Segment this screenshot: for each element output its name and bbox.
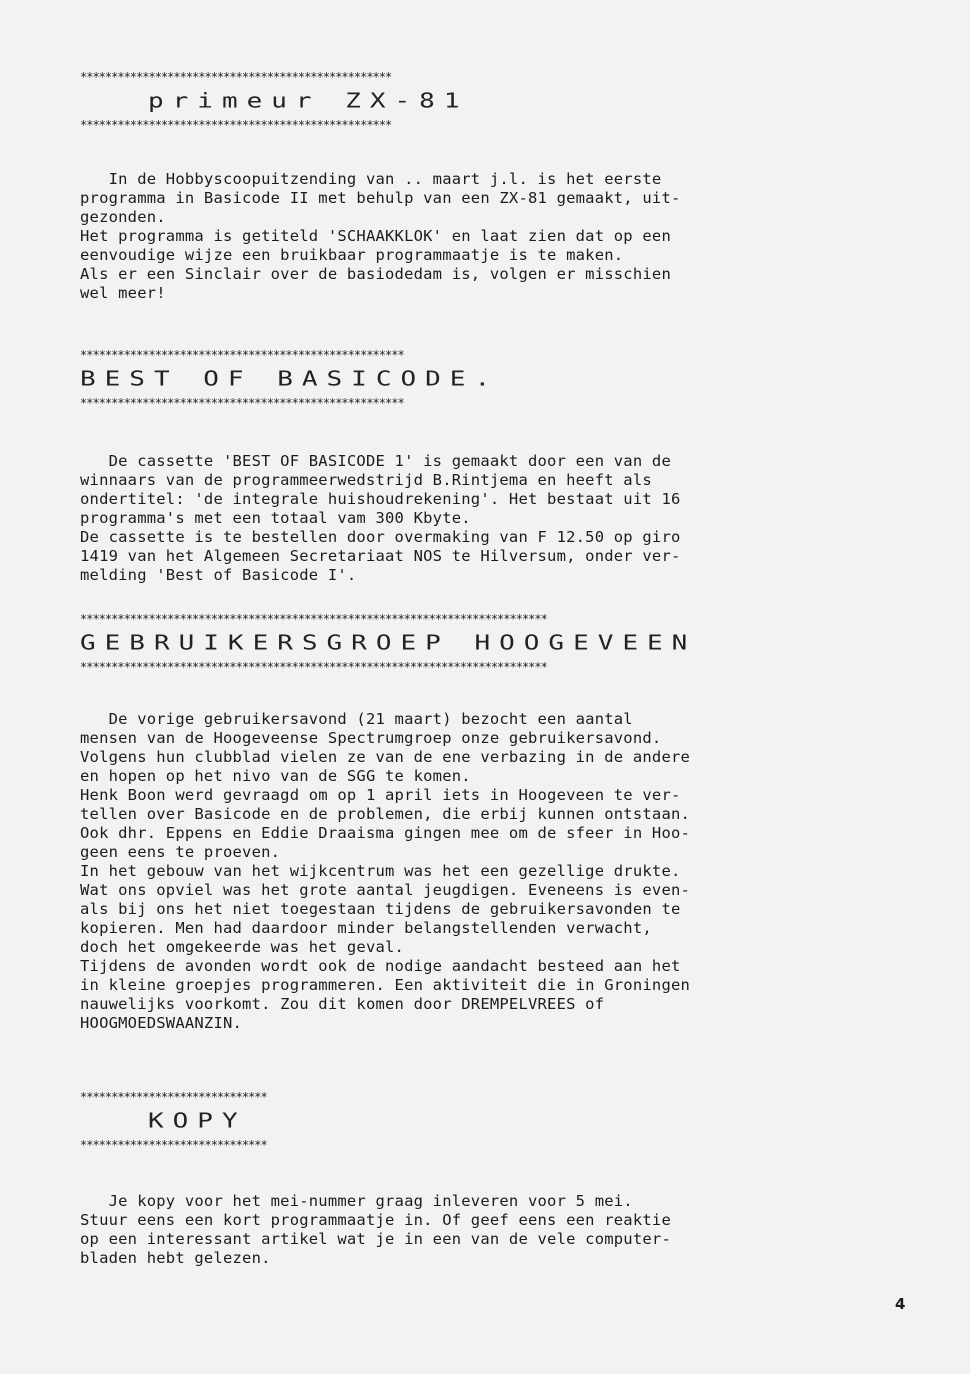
section-gebruikersgroep-hoogeveen [80,612,840,1033]
paragraph-line: doch het omgekeerde was het geval. [80,938,405,956]
paragraph-line: Henk Boon werd gevraagd om op 1 april iets in Hoogeveen te ver- [80,786,681,804]
paragraph-line: De cassette 'BEST OF BASICODE 1' is gemaakt door een van de [80,452,671,470]
paragraph-line: bladen hebt gelezen. [80,1249,271,1267]
paragraph-line: in kleine groepjes programmeren. Een aktiviteit die in Groningen [80,976,691,994]
section-heading: primeur ZX-81 [148,89,469,113]
paragraph-line: 1419 van het Algemeen Secretariaat NOS te Hilversum, onder ver- [80,547,681,565]
paragraph-line: Volgens hun clubblad vielen ze van de ene verbazing in de andere [80,748,691,766]
paragraph-line: Wat ons opviel was het grote aantal jeugdigen. Eveneens is even- [80,881,691,899]
paragraph-line: op een interessant artikel wat je in een van de vele computer- [80,1230,671,1248]
paragraph-line: Stuur eens een kort programmaatje in. Of geef eens een reaktie [80,1211,671,1229]
section-kopy [80,1090,840,1268]
section-primeur [80,70,840,303]
paragraph-line: programma's met een totaal vam 300 Kbyte. [80,509,471,527]
section-heading: GEBRUIKERSGROEP HOOGEVEEN [80,631,697,655]
divider-stars-bottom: ************************************************** [80,118,392,132]
paragraph-line: en hopen op het nivo van de SGG te komen. [80,767,471,785]
paragraph-line: winnaars van de programmeerwedstrijd B.Rintjema en heeft als [80,471,652,489]
paragraph-line: tellen over Basicode en de problemen, die erbij kunnen ontstaan. [80,805,691,823]
paragraph-line: als bij ons het niet toegestaan tijdens de gebruikersavonden te [80,900,681,918]
paragraph-line: In de Hobbyscoopuitzending van .. maart j.l. is het eerste [80,170,662,188]
paragraph-line: Tijdens de avonden wordt ook de nodige aandacht besteed aan het [80,957,681,975]
paragraph-line: In het gebouw van het wijkcentrum was het een gezellige drukte. [80,862,681,880]
paragraph-line: ondertitel: 'de integrale huishoudrekening'. Het bestaat uit 16 [80,490,681,508]
divider-stars-bottom: *************************************************************************** [80,660,547,674]
section-heading: KOPY [148,1109,247,1133]
paragraph-line: eenvoudige wijze een bruikbaar programmaatje is te maken. [80,246,624,264]
paragraph-line: kopieren. Men had daardoor minder belangstellenden verwacht, [80,919,652,937]
paragraph-line: melding 'Best of Basicode I'. [80,566,357,584]
divider-stars-bottom: **************************************************** [80,396,404,410]
paragraph-line: nauwelijks voorkomt. Zou dit komen door DREMPELVREES of [80,995,605,1013]
paragraph-line: De vorige gebruikersavond (21 maart) bezocht een aantal [80,710,633,728]
divider-stars-bottom: ****************************** [80,1138,267,1152]
paragraph-line: gezonden. [80,208,166,226]
divider-stars-top: ************************************************** [80,70,392,84]
divider-stars-top: *************************************************************************** [80,612,547,626]
paragraph-line: Je kopy voor het mei-nummer graag inleveren voor 5 mei. [80,1192,633,1210]
paragraph-line: programma in Basicode II met behulp van een ZX-81 gemaakt, uit- [80,189,681,207]
paragraph-line: mensen van de Hoogeveense Spectrumgroep onze gebruikersavond. [80,729,662,747]
divider-stars-top: ****************************** [80,1090,267,1104]
paragraph-line: Als er een Sinclair over de basiodedam is, volgen er misschien [80,265,671,283]
section-best-of-basicode [80,348,840,585]
paragraph-line: HOOGMOEDSWAANZIN. [80,1014,243,1032]
paragraph-line: Het programma is getiteld 'SCHAAKKLOK' en laat zien dat op een [80,227,671,245]
paragraph-line: wel meer! [80,284,166,302]
divider-stars-top: **************************************************** [80,348,404,362]
paragraph-line: De cassette is te bestellen door overmaking van F 12.50 op giro [80,528,681,546]
paragraph-line: Ook dhr. Eppens en Eddie Draaisma gingen mee om de sfeer in Hoo- [80,824,691,842]
section-heading: BEST OF BASICODE. [80,367,500,391]
paragraph-line: geen eens te proeven. [80,843,281,861]
page-number: 4 [895,1295,906,1313]
